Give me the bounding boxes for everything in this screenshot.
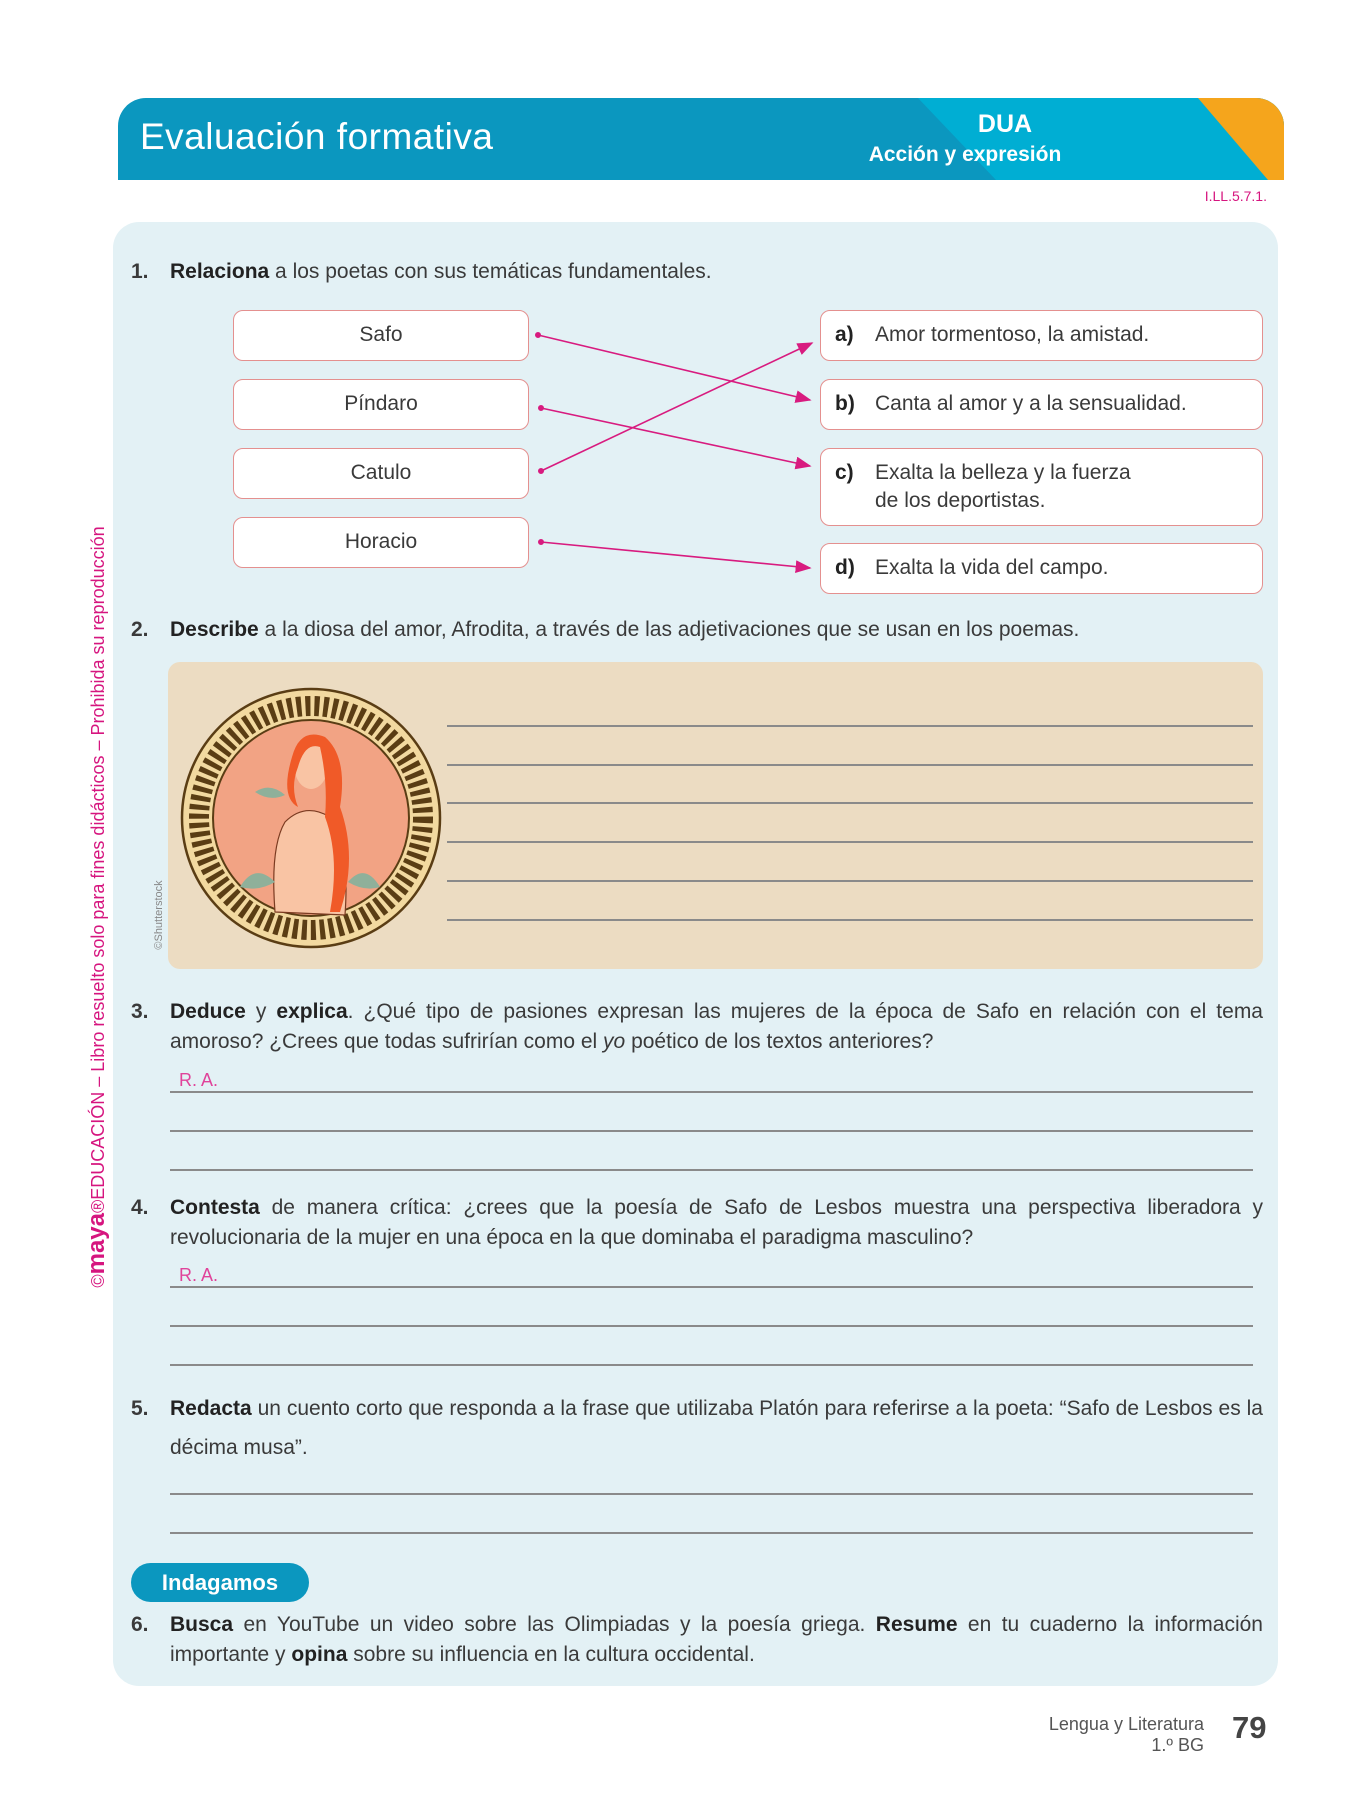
question-text: en tu cuaderno la información importante y <box>170 1613 1263 1666</box>
question-italic: yo <box>603 1030 626 1053</box>
indicator-code: I.LL.5.7.1. <box>1204 188 1267 204</box>
writing-line[interactable] <box>170 1130 1253 1132</box>
arrow-horacio-d <box>541 542 810 568</box>
question-text: poético de los textos anteriores? <box>625 1030 934 1053</box>
writing-line[interactable] <box>170 1091 1253 1093</box>
question-number: 6. <box>131 1613 149 1636</box>
dua-subtitle: Acción y expresión <box>868 143 1062 166</box>
question-number: 5. <box>131 1397 149 1420</box>
writing-line[interactable] <box>170 1286 1253 1288</box>
question-verb: Resume <box>875 1613 958 1636</box>
copyright-symbol: © <box>88 1274 108 1288</box>
question-text: y <box>245 1000 277 1023</box>
question-verb: Busca <box>170 1613 234 1636</box>
arrow-catulo-a <box>541 343 812 471</box>
question-verb: Redacta <box>170 1397 252 1420</box>
writing-line[interactable] <box>170 1364 1253 1366</box>
question-text: un cuento corto que responda a la frase que utilizaba Platón para referirse a la poeta: “Safo de Lesbos es la décima musa”. <box>170 1397 1263 1459</box>
writing-line[interactable] <box>447 919 1253 921</box>
question-text: a los poetas con sus temáticas fundamentales. <box>269 260 712 283</box>
writing-line[interactable] <box>447 841 1253 843</box>
poet-box-safo[interactable]: Safo <box>233 310 529 361</box>
question-text: sobre su influencia en la cultura occidental. <box>347 1643 755 1666</box>
question-text: . ¿Qué tipo de pasiones expresan las mujeres de la época de Safo en relación con el tema amoroso? ¿Crees que todas sufrirían como el <box>170 1000 1263 1053</box>
question-verb: Contesta <box>170 1196 260 1219</box>
arrow-pindaro-c <box>541 408 810 466</box>
writing-line[interactable] <box>447 725 1253 727</box>
matching-arrows <box>0 0 1350 700</box>
page-number: 79 <box>1232 1710 1267 1745</box>
theme-text: Amor tormentoso, la amistad. <box>875 323 1150 346</box>
image-credit: ©Shutterstock <box>153 880 165 950</box>
grade-level: 1.º BG <box>1151 1735 1204 1755</box>
footer-subject <box>1049 1714 1204 1756</box>
question-number: 3. <box>131 1000 149 1023</box>
theme-text: Canta al amor y a la sensualidad. <box>875 392 1187 415</box>
question-number: 4. <box>131 1196 149 1219</box>
question-text: a la diosa del amor, Afrodita, a través de las adjetivaciones que se usan en los poemas. <box>258 618 1080 641</box>
question-verb: Deduce <box>170 1000 246 1023</box>
page-title: Evaluación formativa <box>140 116 494 157</box>
subject-name: Lengua y Literatura <box>1048 1714 1204 1734</box>
theme-text: Exalta la vida del campo. <box>875 556 1109 579</box>
aphrodite-medallion-image <box>180 687 442 949</box>
poet-box-catulo[interactable]: Catulo <box>233 448 529 499</box>
question-number: 2. <box>131 618 149 641</box>
theme-letter: c) <box>835 461 854 484</box>
poet-box-horacio[interactable]: Horacio <box>233 517 529 568</box>
theme-letter: d) <box>835 556 855 579</box>
question-verb: Describe <box>170 618 259 641</box>
theme-text-line2: de los deportistas. <box>875 489 1046 512</box>
writing-line[interactable] <box>170 1325 1253 1327</box>
arrow-safo-b <box>538 335 810 400</box>
brand-logo: maya <box>83 1212 110 1275</box>
copyright-text: ®EDUCACIÓN – Libro resuelto solo para fines didácticos – Prohibida su reproducción <box>88 526 108 1213</box>
question-verb: opina <box>291 1643 348 1666</box>
answer-text: R. A. <box>179 1070 219 1090</box>
question-text: de manera crítica: ¿crees que la poesía de Safo de Lesbos muestra una perspectiva liberadora y revolucionaria de la mujer en una época en la que dominaba el paradigma masculino? <box>170 1196 1263 1249</box>
writing-line[interactable] <box>170 1169 1253 1171</box>
indagamos-badge: Indagamos <box>131 1563 309 1602</box>
question-number: 1. <box>131 260 149 283</box>
writing-line[interactable] <box>447 764 1253 766</box>
answer-text: R. A. <box>179 1265 219 1285</box>
poet-box-pindaro[interactable]: Píndaro <box>233 379 529 430</box>
theme-letter: b) <box>835 392 855 415</box>
question-text: en YouTube un video sobre las Olimpiadas y la poesía griega. <box>233 1613 876 1636</box>
writing-line[interactable] <box>447 880 1253 882</box>
dua-title: DUA <box>977 110 1033 138</box>
question-verb: explica <box>276 1000 348 1023</box>
theme-text: Exalta la belleza y la fuerza <box>875 461 1131 484</box>
question-verb: Relaciona <box>170 260 270 283</box>
writing-line[interactable] <box>170 1493 1253 1495</box>
writing-line[interactable] <box>170 1532 1253 1534</box>
writing-line[interactable] <box>447 802 1253 804</box>
theme-letter: a) <box>835 323 854 346</box>
